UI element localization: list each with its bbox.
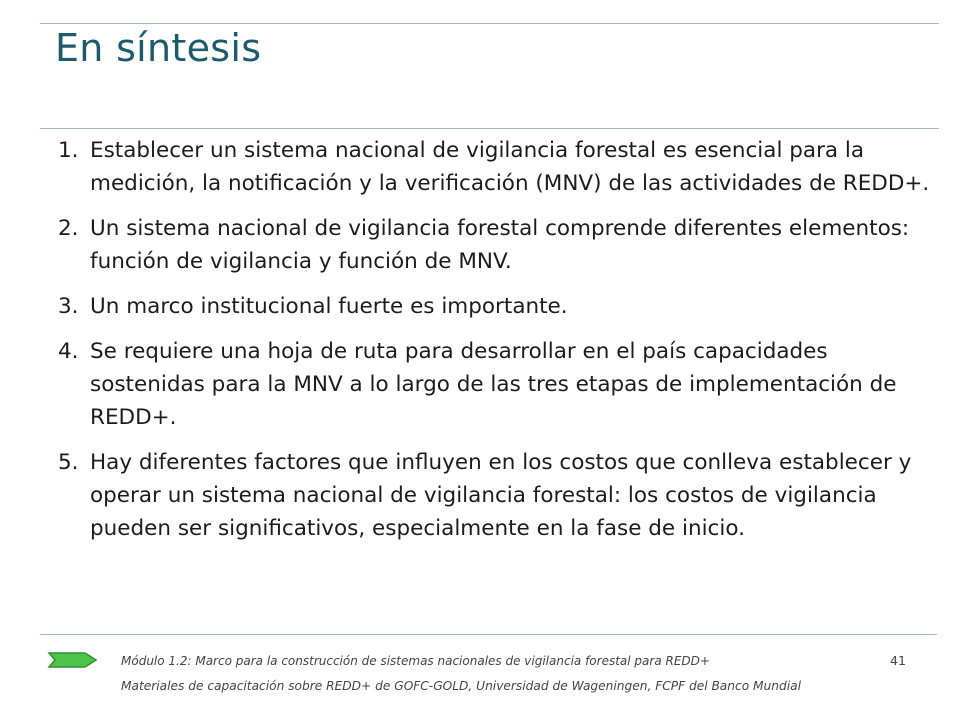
item-number: 4.	[58, 339, 79, 364]
next-arrow-icon[interactable]	[47, 648, 99, 672]
top-divider	[40, 23, 939, 24]
summary-list	[58, 134, 936, 557]
item-number: 1.	[58, 138, 79, 163]
list-item	[58, 290, 936, 323]
list-item	[58, 212, 936, 278]
page-title: En síntesis	[55, 26, 262, 70]
item-text: Establecer un sistema nacional de vigilancia forestal es esencial para la medición, la notificación y la verificación (MNV) de las actividades de REDD+.	[90, 138, 930, 196]
item-number: 3.	[58, 294, 79, 319]
item-number: 5.	[58, 450, 79, 475]
list-item	[58, 446, 936, 545]
title-divider	[40, 128, 939, 129]
footer-module-title: Módulo 1.2: Marco para la construcción de sistemas nacionales de vigilancia forestal para REDD+	[121, 654, 710, 668]
item-text: Un sistema nacional de vigilancia forestal comprende diferentes elementos: función de vigilancia y función de MNV.	[90, 216, 910, 274]
footer-divider	[40, 634, 937, 635]
item-text: Hay diferentes factores que influyen en los costos que conlleva establecer y operar un sistema nacional de vigilancia forestal: los costos de vigilancia pueden ser significativos, especialmente en la fase de inicio.	[90, 450, 912, 541]
list-item	[58, 134, 936, 200]
list-item	[58, 335, 936, 434]
item-text: Se requiere una hoja de ruta para desarrollar en el país capacidades sostenidas para la MNV a lo largo de las tres etapas de implementación de REDD+.	[90, 339, 897, 430]
page-number: 41	[890, 653, 906, 668]
footer-credits: Materiales de capacitación sobre REDD+ de GOFC-GOLD, Universidad de Wageningen, FCPF del Banco Mundial	[121, 679, 801, 693]
item-text: Un marco institucional fuerte es importante.	[90, 294, 568, 319]
item-number: 2.	[58, 216, 79, 241]
